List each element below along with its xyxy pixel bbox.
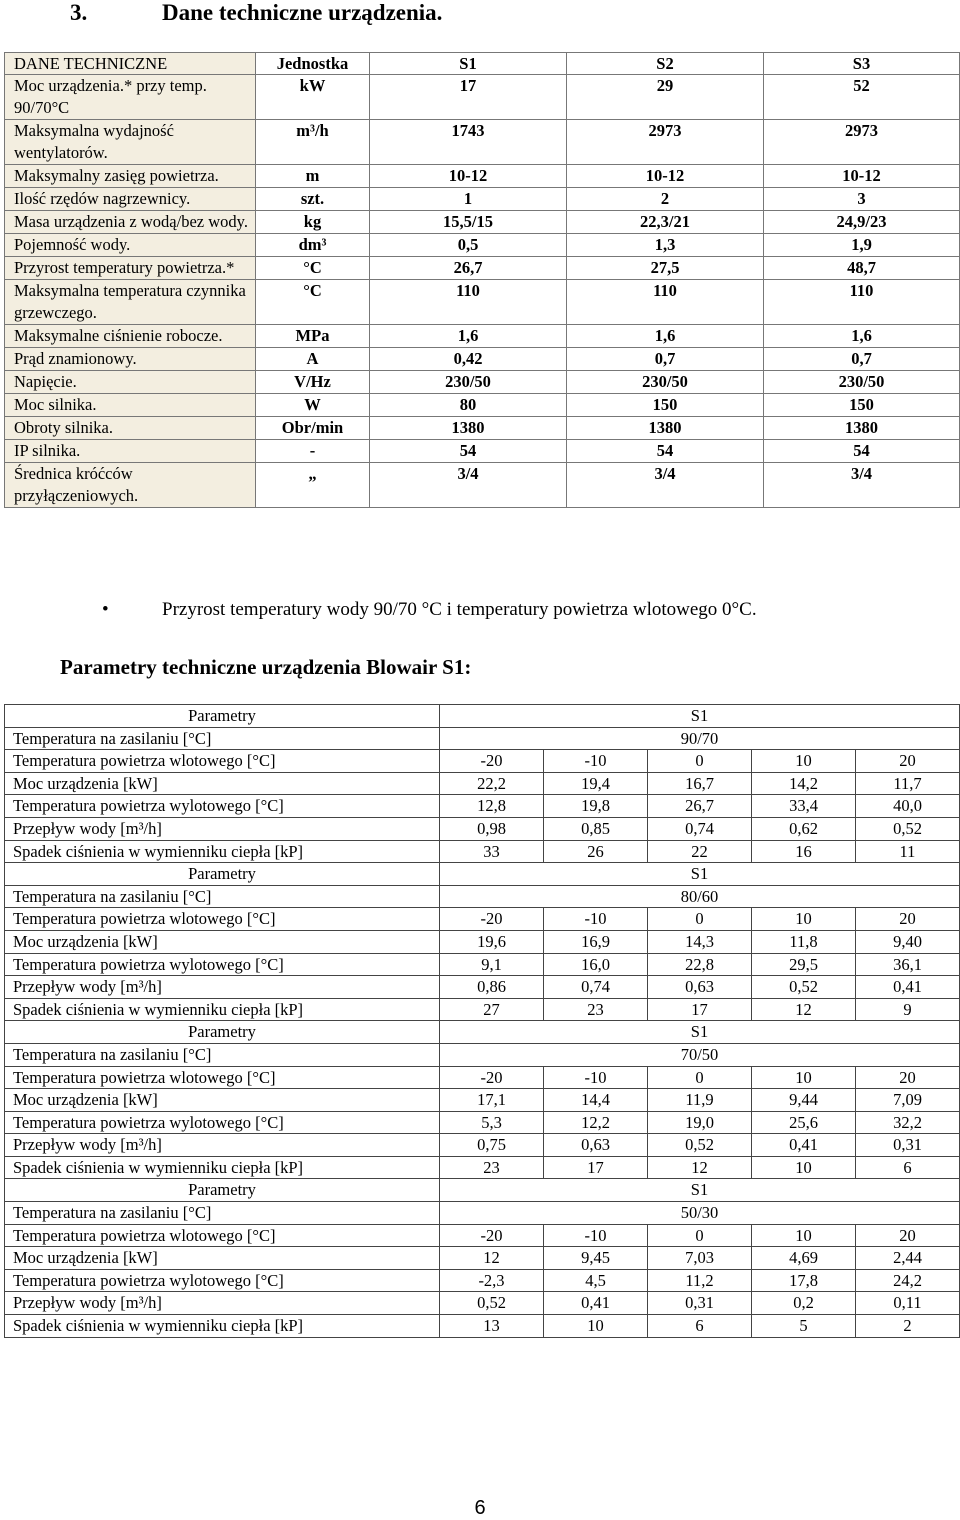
params-value-cell: 23 — [440, 1156, 544, 1179]
params-header-label: Parametry — [5, 863, 440, 886]
params-row — [5, 953, 960, 976]
params-row — [5, 908, 960, 931]
params-row — [5, 772, 960, 795]
tech-header-cell: Jednostka — [256, 53, 370, 75]
params-value-cell: 10 — [752, 1224, 856, 1247]
params-row-label: Moc urządzenia [kW] — [5, 930, 440, 953]
tech-value-s3: 52 — [764, 75, 960, 120]
params-row — [5, 1066, 960, 1089]
tech-label: Maksymalna temperatura czynnika grzewczego. — [5, 280, 256, 325]
tech-label: Moc urządzenia.* przy temp. 90/70°C — [5, 75, 256, 120]
tech-unit: MPa — [256, 325, 370, 348]
tech-unit: V/Hz — [256, 371, 370, 394]
params-value-cell: 0,74 — [648, 817, 752, 840]
params-value-cell: 33 — [440, 840, 544, 863]
tech-unit: W — [256, 394, 370, 417]
params-value-cell: 11,9 — [648, 1089, 752, 1112]
page-number: 6 — [474, 1497, 486, 1519]
params-header-row — [5, 863, 960, 886]
params-value-cell: 7,03 — [648, 1247, 752, 1270]
tech-label: Prąd znamionowy. — [5, 348, 256, 371]
supply-temp-label: Temperatura na zasilaniu [°C] — [5, 727, 440, 750]
params-row — [5, 1247, 960, 1270]
params-row-label: Temperatura powietrza wylotowego [°C] — [5, 795, 440, 818]
params-value-cell: 4,5 — [544, 1269, 648, 1292]
params-row — [5, 750, 960, 773]
params-value-cell: 0,52 — [440, 1292, 544, 1315]
params-value-cell: 0 — [648, 1066, 752, 1089]
params-row-label: Spadek ciśnienia w wymienniku ciepła [kP] — [5, 998, 440, 1021]
params-row — [5, 1224, 960, 1247]
params-value-cell: -20 — [440, 750, 544, 773]
params-value-cell: 16,7 — [648, 772, 752, 795]
params-value-cell: 0,41 — [856, 976, 960, 999]
tech-unit: °C — [256, 280, 370, 325]
params-value-cell: -20 — [440, 1224, 544, 1247]
params-value-cell: 14,4 — [544, 1089, 648, 1112]
params-row — [5, 1111, 960, 1134]
supply-temp-row — [5, 727, 960, 750]
params-value-cell: 19,0 — [648, 1111, 752, 1134]
params-row-label: Temperatura powietrza wylotowego [°C] — [5, 1111, 440, 1134]
params-value-cell: 0,52 — [752, 976, 856, 999]
params-row-label: Przepływ wody [m³/h] — [5, 1134, 440, 1157]
params-value-cell: 16 — [752, 840, 856, 863]
params-value-cell: 22,2 — [440, 772, 544, 795]
params-value-cell: 10 — [752, 908, 856, 931]
params-value-cell: 9,45 — [544, 1247, 648, 1270]
tech-value-s3: 150 — [764, 394, 960, 417]
tech-value-s3: 2973 — [764, 120, 960, 165]
tech-value-s1: 110 — [370, 280, 567, 325]
params-value-cell: 9,44 — [752, 1089, 856, 1112]
footnote — [102, 598, 757, 622]
tech-value-s1: 54 — [370, 440, 567, 463]
tech-value-s1: 1743 — [370, 120, 567, 165]
params-value-cell: 12 — [440, 1247, 544, 1270]
tech-row — [5, 417, 960, 440]
tech-header-label: DANE TECHNICZNE — [5, 53, 256, 75]
params-value-cell: 19,8 — [544, 795, 648, 818]
params-value-cell: 16,0 — [544, 953, 648, 976]
tech-label: Maksymalne ciśnienie robocze. — [5, 325, 256, 348]
params-value-cell: 0,62 — [752, 817, 856, 840]
params-value-cell: 36,1 — [856, 953, 960, 976]
params-row — [5, 1089, 960, 1112]
params-value-cell: 0,75 — [440, 1134, 544, 1157]
params-value-cell: 33,4 — [752, 795, 856, 818]
tech-row — [5, 394, 960, 417]
params-value-cell: 0,63 — [648, 976, 752, 999]
tech-row — [5, 440, 960, 463]
tech-unit: dm³ — [256, 234, 370, 257]
params-value-cell: 17 — [544, 1156, 648, 1179]
params-value-cell: -10 — [544, 1066, 648, 1089]
tech-label: Przyrost temperatury powietrza.* — [5, 257, 256, 280]
params-value-cell: 10 — [752, 1156, 856, 1179]
params-value-cell: 10 — [752, 750, 856, 773]
params-row — [5, 1292, 960, 1315]
tech-row — [5, 325, 960, 348]
tech-value-s1: 3/4 — [370, 463, 567, 508]
params-value-cell: 0 — [648, 1224, 752, 1247]
params-value-cell: 10 — [544, 1315, 648, 1338]
tech-value-s2: 1,3 — [567, 234, 764, 257]
params-value-cell: 0,41 — [752, 1134, 856, 1157]
tech-value-s2: 150 — [567, 394, 764, 417]
params-value-cell: 11,8 — [752, 930, 856, 953]
params-value-cell: 0,52 — [648, 1134, 752, 1157]
tech-row — [5, 463, 960, 508]
params-row-label: Przepływ wody [m³/h] — [5, 817, 440, 840]
tech-value-s1: 26,7 — [370, 257, 567, 280]
params-value-cell: 17 — [648, 998, 752, 1021]
params-value-cell: 0,85 — [544, 817, 648, 840]
params-value-cell: 0,31 — [856, 1134, 960, 1157]
tech-unit: kW — [256, 75, 370, 120]
tech-value-s2: 3/4 — [567, 463, 764, 508]
section-number: 3. — [70, 0, 88, 25]
params-value-cell: 0,74 — [544, 976, 648, 999]
tech-label: Średnica króćców przyłączeniowych. — [5, 463, 256, 508]
tech-value-s2: 27,5 — [567, 257, 764, 280]
tech-unit: °C — [256, 257, 370, 280]
params-value-cell: 22,8 — [648, 953, 752, 976]
tech-row — [5, 188, 960, 211]
tech-row — [5, 348, 960, 371]
params-value-cell: -20 — [440, 1066, 544, 1089]
tech-unit: m — [256, 165, 370, 188]
tech-label: Maksymalna wydajność wentylatorów. — [5, 120, 256, 165]
tech-value-s2: 2973 — [567, 120, 764, 165]
params-value-cell: 26 — [544, 840, 648, 863]
params-value-cell: 14,3 — [648, 930, 752, 953]
tech-value-s2: 0,7 — [567, 348, 764, 371]
params-value-cell: 7,09 — [856, 1089, 960, 1112]
params-row-label: Moc urządzenia [kW] — [5, 1089, 440, 1112]
tech-label: Maksymalny zasięg powietrza. — [5, 165, 256, 188]
tech-value-s1: 10-12 — [370, 165, 567, 188]
tech-label: Obroty silnika. — [5, 417, 256, 440]
supply-temp-value: 90/70 — [440, 727, 960, 750]
tech-row — [5, 280, 960, 325]
params-row — [5, 930, 960, 953]
params-row-label: Temperatura powietrza wylotowego [°C] — [5, 1269, 440, 1292]
params-header-model: S1 — [440, 705, 960, 728]
params-header-row — [5, 1021, 960, 1044]
params-value-cell: 40,0 — [856, 795, 960, 818]
tech-header-cell: S1 — [370, 53, 567, 75]
tech-row — [5, 257, 960, 280]
params-row-label: Spadek ciśnienia w wymienniku ciepła [kP] — [5, 1156, 440, 1179]
params-header-row — [5, 705, 960, 728]
params-header-model: S1 — [440, 1021, 960, 1044]
supply-temp-row — [5, 1043, 960, 1066]
supply-temp-label: Temperatura na zasilaniu [°C] — [5, 1202, 440, 1225]
tech-value-s3: 10-12 — [764, 165, 960, 188]
params-value-cell: -2,3 — [440, 1269, 544, 1292]
tech-row — [5, 371, 960, 394]
supply-temp-value: 70/50 — [440, 1043, 960, 1066]
params-value-cell: 9 — [856, 998, 960, 1021]
supply-temp-row — [5, 1202, 960, 1225]
params-row — [5, 1134, 960, 1157]
params-value-cell: 0,98 — [440, 817, 544, 840]
params-row — [5, 1156, 960, 1179]
tech-unit: A — [256, 348, 370, 371]
tech-row — [5, 120, 960, 165]
tech-value-s2: 230/50 — [567, 371, 764, 394]
params-value-cell: 16,9 — [544, 930, 648, 953]
params-row — [5, 1315, 960, 1338]
tech-value-s1: 1,6 — [370, 325, 567, 348]
params-value-cell: 9,1 — [440, 953, 544, 976]
tech-value-s2: 10-12 — [567, 165, 764, 188]
tech-value-s3: 1380 — [764, 417, 960, 440]
tech-value-s1: 1380 — [370, 417, 567, 440]
params-value-cell: 5 — [752, 1315, 856, 1338]
tech-value-s2: 29 — [567, 75, 764, 120]
tech-value-s3: 1,6 — [764, 325, 960, 348]
params-value-cell: -20 — [440, 908, 544, 931]
params-value-cell: 9,40 — [856, 930, 960, 953]
tech-value-s3: 3 — [764, 188, 960, 211]
technical-data-table — [4, 52, 960, 508]
params-row-label: Moc urządzenia [kW] — [5, 772, 440, 795]
tech-row — [5, 234, 960, 257]
supply-temp-label: Temperatura na zasilaniu [°C] — [5, 1043, 440, 1066]
params-value-cell: 5,3 — [440, 1111, 544, 1134]
tech-value-s1: 80 — [370, 394, 567, 417]
params-value-cell: 11,2 — [648, 1269, 752, 1292]
params-value-cell: 0,86 — [440, 976, 544, 999]
params-row-label: Temperatura powietrza wlotowego [°C] — [5, 750, 440, 773]
params-value-cell: 19,6 — [440, 930, 544, 953]
tech-header-cell: S2 — [567, 53, 764, 75]
params-row-label: Moc urządzenia [kW] — [5, 1247, 440, 1270]
params-header-label: Parametry — [5, 1021, 440, 1044]
tech-row — [5, 75, 960, 120]
params-value-cell: 11 — [856, 840, 960, 863]
params-value-cell: 2,44 — [856, 1247, 960, 1270]
params-value-cell: 19,4 — [544, 772, 648, 795]
tech-header-row — [5, 53, 960, 75]
tech-label: Masa urządzenia z wodą/bez wody. — [5, 211, 256, 234]
params-value-cell: 6 — [856, 1156, 960, 1179]
tech-unit: szt. — [256, 188, 370, 211]
tech-label: Napięcie. — [5, 371, 256, 394]
params-row-label: Spadek ciśnienia w wymienniku ciepła [kP] — [5, 1315, 440, 1338]
params-value-cell: 13 — [440, 1315, 544, 1338]
tech-value-s2: 2 — [567, 188, 764, 211]
params-value-cell: 14,2 — [752, 772, 856, 795]
tech-header-cell: S3 — [764, 53, 960, 75]
params-value-cell: -10 — [544, 908, 648, 931]
params-row-label: Temperatura powietrza wlotowego [°C] — [5, 908, 440, 931]
params-value-cell: 23 — [544, 998, 648, 1021]
params-value-cell: 0,41 — [544, 1292, 648, 1315]
params-header-model: S1 — [440, 863, 960, 886]
params-row-label: Przepływ wody [m³/h] — [5, 976, 440, 999]
tech-value-s3: 3/4 — [764, 463, 960, 508]
params-value-cell: 0,63 — [544, 1134, 648, 1157]
params-value-cell: 24,2 — [856, 1269, 960, 1292]
params-value-cell: 11,7 — [856, 772, 960, 795]
params-value-cell: 29,5 — [752, 953, 856, 976]
params-row — [5, 976, 960, 999]
supply-temp-value: 80/60 — [440, 885, 960, 908]
parameters-table — [4, 704, 960, 1338]
tech-value-s1: 15,5/15 — [370, 211, 567, 234]
params-value-cell: 10 — [752, 1066, 856, 1089]
params-row-label: Spadek ciśnienia w wymienniku ciepła [kP] — [5, 840, 440, 863]
supply-temp-value: 50/30 — [440, 1202, 960, 1225]
tech-label: Ilość rzędów nagrzewnicy. — [5, 188, 256, 211]
params-value-cell: 12,2 — [544, 1111, 648, 1134]
params-row-label: Temperatura powietrza wlotowego [°C] — [5, 1224, 440, 1247]
tech-value-s3: 230/50 — [764, 371, 960, 394]
tech-value-s2: 54 — [567, 440, 764, 463]
tech-value-s3: 110 — [764, 280, 960, 325]
tech-value-s2: 110 — [567, 280, 764, 325]
tech-value-s1: 17 — [370, 75, 567, 120]
params-value-cell: 0 — [648, 908, 752, 931]
params-row — [5, 1269, 960, 1292]
tech-value-s2: 1,6 — [567, 325, 764, 348]
params-value-cell: 20 — [856, 1224, 960, 1247]
tech-value-s1: 0,5 — [370, 234, 567, 257]
tech-label: IP silnika. — [5, 440, 256, 463]
params-value-cell: 22 — [648, 840, 752, 863]
tech-unit: - — [256, 440, 370, 463]
params-row — [5, 840, 960, 863]
params-header-model: S1 — [440, 1179, 960, 1202]
params-value-cell: 25,6 — [752, 1111, 856, 1134]
params-row — [5, 795, 960, 818]
tech-value-s3: 48,7 — [764, 257, 960, 280]
tech-label: Moc silnika. — [5, 394, 256, 417]
params-row — [5, 998, 960, 1021]
params-value-cell: 0,11 — [856, 1292, 960, 1315]
tech-value-s2: 22,3/21 — [567, 211, 764, 234]
params-value-cell: 0,52 — [856, 817, 960, 840]
params-row — [5, 817, 960, 840]
supply-temp-label: Temperatura na zasilaniu [°C] — [5, 885, 440, 908]
tech-row — [5, 165, 960, 188]
tech-value-s1: 230/50 — [370, 371, 567, 394]
params-value-cell: 20 — [856, 908, 960, 931]
tech-value-s3: 1,9 — [764, 234, 960, 257]
params-value-cell: 0 — [648, 750, 752, 773]
tech-unit: Obr/min — [256, 417, 370, 440]
tech-value-s3: 24,9/23 — [764, 211, 960, 234]
params-value-cell: 12 — [752, 998, 856, 1021]
params-value-cell: 12,8 — [440, 795, 544, 818]
params-value-cell: 6 — [648, 1315, 752, 1338]
params-row-label: Przepływ wody [m³/h] — [5, 1292, 440, 1315]
params-value-cell: 17,1 — [440, 1089, 544, 1112]
params-heading: Parametry techniczne urządzenia Blowair S1: — [60, 655, 472, 679]
tech-label: Pojemność wody. — [5, 234, 256, 257]
params-value-cell: 0,2 — [752, 1292, 856, 1315]
params-header-label: Parametry — [5, 705, 440, 728]
params-value-cell: 20 — [856, 750, 960, 773]
params-value-cell: -10 — [544, 750, 648, 773]
tech-row — [5, 211, 960, 234]
section-title: Dane techniczne urządzenia. — [162, 0, 443, 25]
section-heading — [70, 0, 442, 26]
params-value-cell: 17,8 — [752, 1269, 856, 1292]
params-value-cell: -10 — [544, 1224, 648, 1247]
params-row-label: Temperatura powietrza wlotowego [°C] — [5, 1066, 440, 1089]
tech-value-s1: 1 — [370, 188, 567, 211]
bullet-icon: • — [102, 599, 109, 620]
params-row-label: Temperatura powietrza wylotowego [°C] — [5, 953, 440, 976]
tech-unit: m³/h — [256, 120, 370, 165]
params-value-cell: 32,2 — [856, 1111, 960, 1134]
tech-unit: „ — [256, 463, 370, 508]
tech-value-s1: 0,42 — [370, 348, 567, 371]
params-value-cell: 0,31 — [648, 1292, 752, 1315]
params-value-cell: 27 — [440, 998, 544, 1021]
tech-value-s2: 1380 — [567, 417, 764, 440]
supply-temp-row — [5, 885, 960, 908]
params-header-label: Parametry — [5, 1179, 440, 1202]
params-value-cell: 2 — [856, 1315, 960, 1338]
params-header-row — [5, 1179, 960, 1202]
params-value-cell: 26,7 — [648, 795, 752, 818]
tech-value-s3: 54 — [764, 440, 960, 463]
footnote-text: Przyrost temperatury wody 90/70 °C i temperatury powietrza wlotowego 0°C. — [162, 599, 757, 620]
params-value-cell: 20 — [856, 1066, 960, 1089]
tech-value-s3: 0,7 — [764, 348, 960, 371]
params-value-cell: 4,69 — [752, 1247, 856, 1270]
params-value-cell: 12 — [648, 1156, 752, 1179]
tech-unit: kg — [256, 211, 370, 234]
